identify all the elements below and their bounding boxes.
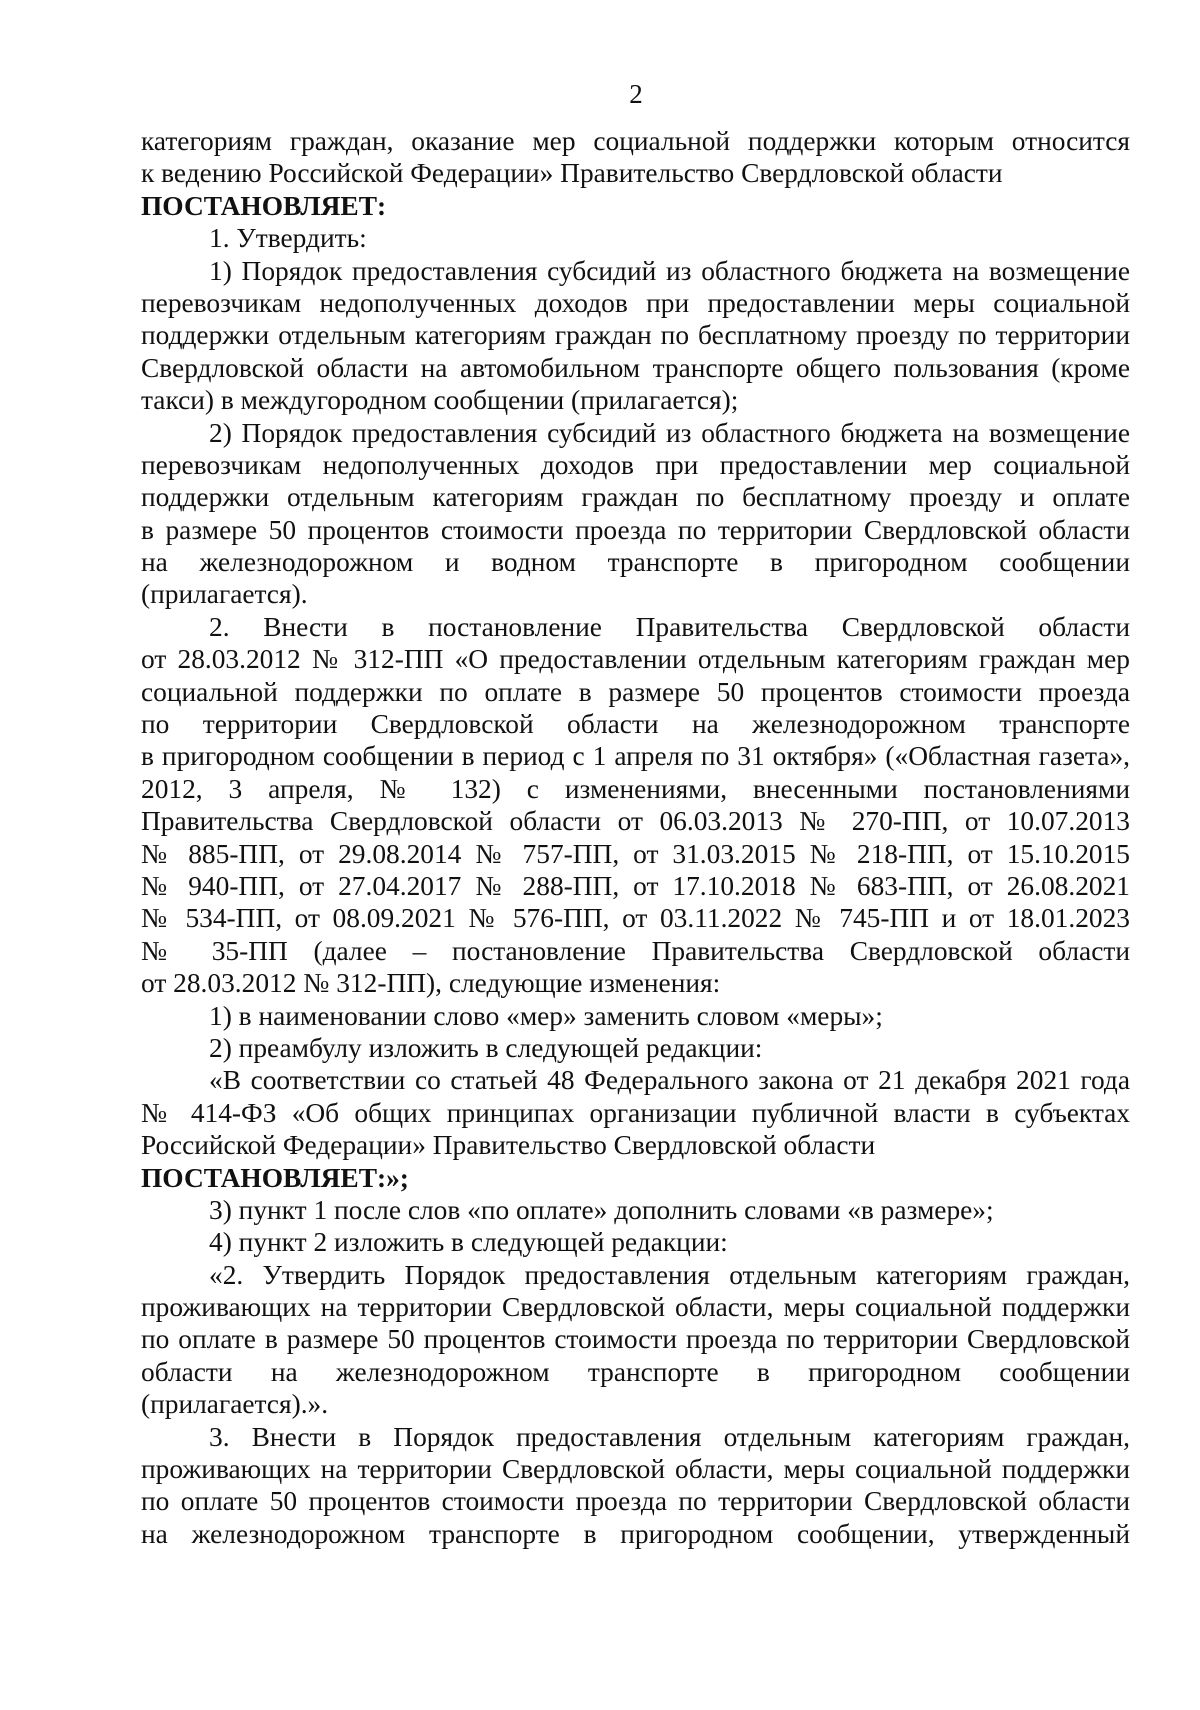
text-line: по территории Свердловской области на железнодорожном транспорте [141, 709, 1130, 740]
text-line: Свердловской области на автомобильном транспорте общего пользования (кроме [141, 352, 1130, 383]
text-line: перевозчикам недополученных доходов при предоставлении меры социальной [141, 287, 1130, 318]
text-line: на железнодорожном и водном транспорте в пригородном сообщении [141, 547, 1130, 578]
text-line: 1. Утвердить: [209, 223, 367, 254]
text-line: 4) пункт 2 изложить в следующей редакции: [209, 1227, 728, 1258]
text-line: № 534-ПП, от 08.09.2021 № 576-ПП, от 03.11.2022 № 745-ПП и от 18.01.2023 [141, 903, 1130, 934]
text-line: ПОСТАНОВЛЯЕТ: [141, 190, 387, 221]
text-line: от 28.03.2012 № 312-ПП «О предоставлении отдельным категориям граждан мер [141, 644, 1130, 675]
text-line: 3. Внести в Порядок предоставления отдельным категориям граждан, [209, 1421, 1130, 1452]
text-line: по оплате в размере 50 процентов стоимости проезда по территории Свердловской [141, 1324, 1130, 1355]
text-line: поддержки отдельным категориям граждан по бесплатному проезду и оплате [141, 482, 1130, 513]
text-line: от 28.03.2012 № 312-ПП), следующие изменения: [141, 968, 721, 999]
text-line: (прилагается).». [141, 1389, 329, 1420]
text-line: такси) в междугородном сообщении (прилагается); [141, 385, 739, 416]
text-line: Правительства Свердловской области от 06.03.2013 № 270-ПП, от 10.07.2013 [141, 806, 1130, 837]
text-line: на железнодорожном транспорте в пригородном сообщении, утвержденный [141, 1518, 1130, 1549]
text-line: в размере 50 процентов стоимости проезда по территории Свердловской области [141, 514, 1130, 545]
text-line: № 940-ПП, от 27.04.2017 № 288-ПП, от 17.10.2018 № 683-ПП, от 26.08.2021 [141, 870, 1130, 901]
text-line: социальной поддержки по оплате в размере 50 процентов стоимости проезда [141, 676, 1130, 707]
text-line: в пригородном сообщении в период с 1 апреля по 31 октября» («Областная газета», [141, 741, 1130, 772]
text-line: категориям граждан, оказание мер социальной поддержки которым относится [141, 126, 1130, 156]
text-line: области на железнодорожном транспорте в пригородном сообщении [141, 1356, 1130, 1387]
text-line: № 414-ФЗ «Об общих принципах организации публичной власти в субъектах [141, 1097, 1130, 1128]
text-line: 2) преамбулу изложить в следующей редакции: [209, 1032, 763, 1063]
text-line: 2012, 3 апреля, № 132) с изменениями, внесенными постановлениями [141, 773, 1130, 804]
document-body [141, 125, 1130, 1550]
text-line: проживающих на территории Свердловской области, меры социальной поддержки [141, 1292, 1130, 1323]
text-line: 2) Порядок предоставления субсидий из областного бюджета на возмещение [209, 417, 1130, 448]
text-line: (прилагается). [141, 579, 308, 610]
text-line: № 35-ПП (далее – постановление Правительства Свердловской области [141, 935, 1130, 966]
text-line: поддержки отдельным категориям граждан по бесплатному проезду по территории [141, 320, 1130, 351]
text-line: по оплате 50 процентов стоимости проезда по территории Свердловской области [141, 1486, 1130, 1517]
text-line: «2. Утвердить Порядок предоставления отдельным категориям граждан, [209, 1259, 1130, 1290]
text-line: проживающих на территории Свердловской области, меры социальной поддержки [141, 1454, 1130, 1485]
text-line: 1) Порядок предоставления субсидий из областного бюджета на возмещение [209, 255, 1130, 286]
page-number: 2 [629, 79, 643, 109]
text-line: к ведению Российской Федерации» Правительство Свердловской области [141, 158, 1003, 189]
text-line: Российской Федерации» Правительство Свердловской области [141, 1130, 876, 1161]
text-line: «В соответствии со статьей 48 Федерального закона от 21 декабря 2021 года [209, 1065, 1130, 1096]
text-line: № 885-ПП, от 29.08.2014 № 757-ПП, от 31.03.2015 № 218-ПП, от 15.10.2015 [141, 838, 1130, 869]
text-line: 2. Внести в постановление Правительства Свердловской области [209, 611, 1130, 642]
text-line: ПОСТАНОВЛЯЕТ:»; [141, 1162, 409, 1193]
text-line: перевозчикам недополученных доходов при предоставлении мер социальной [141, 449, 1130, 480]
text-line: 3) пункт 1 после слов «по оплате» дополнить словами «в размере»; [209, 1194, 994, 1225]
text-line: 1) в наименовании слово «мер» заменить словом «меры»; [209, 1000, 883, 1031]
